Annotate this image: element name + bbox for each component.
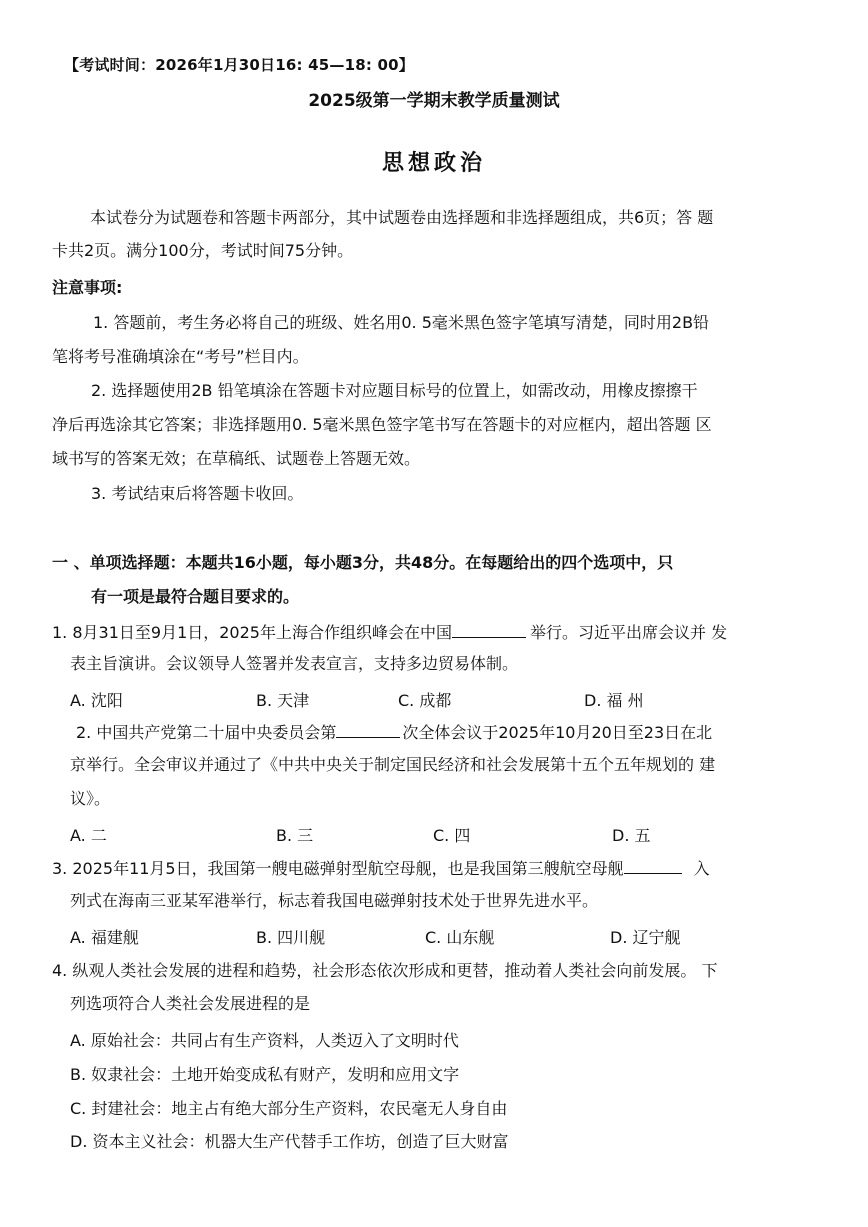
question-2-option-c: C. 四 [433, 826, 471, 845]
question-1-option-d: D. 福 州 [584, 691, 644, 710]
subject-title: 思想政治 [381, 151, 486, 176]
intro-line-2: 卡共2页。满分100分，考试时间75分钟。 [52, 241, 354, 260]
question-3-line-2: 列式在海南三亚某军港举行，标志着我国电磁弹射技术处于世界先进水平。 [70, 891, 599, 910]
section-1-heading-line-1: 一 、单项选择题：本题共16小题，每小题3分，共48分。在每题给出的四个选项中，只 [52, 553, 674, 572]
exam-title: 2025级第一学期末教学质量测试 [308, 91, 560, 111]
question-4-option-c: C. 封建社会：地主占有绝大部分生产资料，农民毫无人身自由 [70, 1099, 508, 1118]
question-2-option-b: B. 三 [276, 826, 314, 845]
question-1-option-b: B. 天津 [256, 691, 310, 710]
question-2-line-1 [76, 721, 712, 743]
question-3-option-c: C. 山东舰 [425, 928, 495, 947]
question-3-option-d: D. 辽宁舰 [610, 928, 681, 947]
answer-blank [452, 621, 526, 638]
question-3-text-b: 入 [693, 859, 710, 878]
answer-blank [624, 857, 682, 874]
question-2-option-a: A. 二 [70, 826, 107, 845]
section-1-heading-line-2: 有一项是最符合题目要求的。 [91, 587, 300, 606]
question-1-line-2: 表主旨演讲。会议领导人签署并发表宣言，支持多边贸易体制。 [70, 654, 519, 673]
intro-line-1: 本试卷分为试题卷和答题卡两部分，其中试题卷由选择题和非选择题组成，共6页；答 题 [90, 208, 714, 227]
question-1-line-1 [52, 621, 727, 643]
question-2-line-3: 议》。 [70, 789, 111, 808]
question-1-option-c: C. 成都 [398, 691, 452, 710]
notice-item-2-line-3: 域书写的答案无效；在草稿纸、试题卷上答题无效。 [52, 449, 421, 468]
notice-heading: 注意事项: [52, 278, 123, 297]
question-3-text-a: 3. 2025年11月5日，我国第一艘电磁弹射型航空母舰，也是我国第三艘航空母舰 [52, 859, 624, 878]
answer-blank [336, 721, 400, 738]
notice-item-1-line-2: 笔将考号准确填涂在“考号”栏目内。 [52, 347, 309, 366]
question-4-option-b: B. 奴隶社会：土地开始变成私有财产，发明和应用文字 [70, 1065, 460, 1084]
question-4-option-d: D. 资本主义社会：机器大生产代替手工作坊，创造了巨大财富 [70, 1132, 509, 1151]
question-3-option-a: A. 福建舰 [70, 928, 139, 947]
question-4-line-1: 4. 纵观人类社会发展的进程和趋势，社会形态依次形成和更替，推动着人类社会向前发展。 下 [52, 961, 718, 980]
question-1-text-a: 1. 8月31日至9月1日，2025年上海合作组织峰会在中国 [52, 623, 452, 642]
question-3-option-b: B. 四川舰 [256, 928, 326, 947]
question-2-line-2: 京举行。全会审议并通过了《中共中央关于制定国民经济和社会发展第十五个五年规划的 建 [70, 755, 716, 774]
notice-item-3: 3. 考试结束后将答题卡收回。 [91, 484, 304, 503]
question-3-line-1 [52, 857, 710, 879]
question-4-option-a: A. 原始社会：共同占有生产资料，人类迈入了文明时代 [70, 1031, 459, 1050]
question-1-text-b: 举行。习近平出席会议并 发 [529, 623, 728, 642]
question-2-option-d: D. 五 [612, 826, 651, 845]
notice-item-2-line-2: 净后再选涂其它答案；非选择题用0. 5毫米黑色签字笔书写在答题卡的对应框内，超出答题 区 [52, 415, 712, 434]
question-4-line-2: 列选项符合人类社会发展进程的是 [70, 994, 311, 1013]
exam-time: 【考试时间：2026年1月30日16: 45—18: 00】 [64, 56, 414, 74]
notice-item-1-line-1: 1. 答题前，考生务必将自己的班级、姓名用0. 5毫米黑色签字笔填写清楚，同时用2B铅 [93, 313, 710, 332]
question-2-text-b: 次全体会议于2025年10月20日至23日在北 [402, 723, 713, 742]
question-2-text-a: 2. 中国共产党第二十届中央委员会第 [76, 723, 337, 742]
notice-item-2-line-1: 2. 选择题使用2B 铅笔填涂在答题卡对应题目标号的位置上，如需改动，用橡皮擦擦干 [91, 381, 698, 400]
question-1-option-a: A. 沈阳 [70, 691, 123, 710]
